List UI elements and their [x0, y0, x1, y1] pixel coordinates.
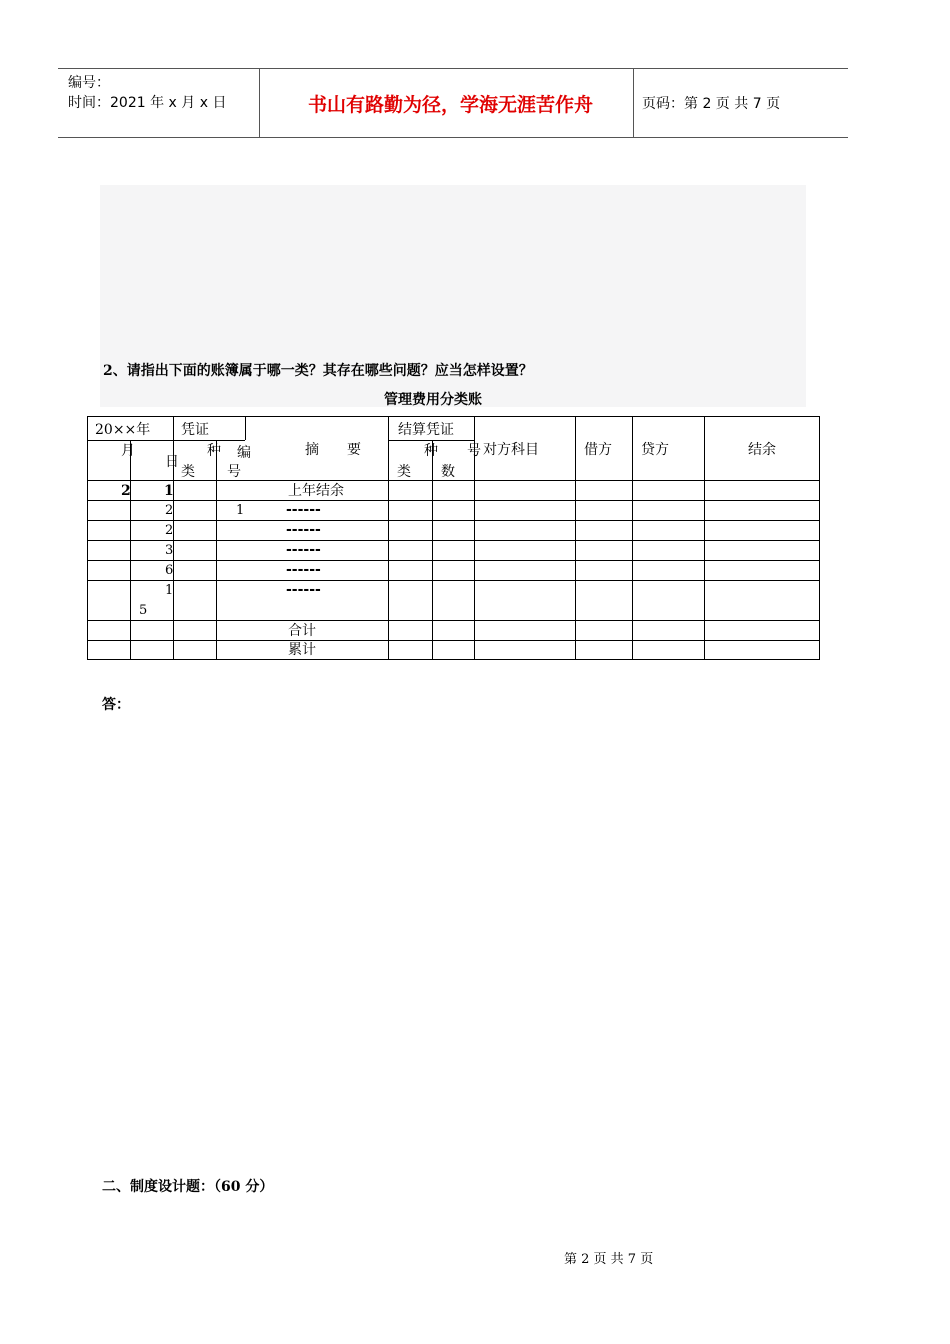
header-motto: 书山有路勤为径，学海无涯苦作舟 [307, 93, 593, 116]
header-settle-lei: 类 [397, 464, 411, 480]
header-divider [259, 69, 260, 137]
header-divider [633, 69, 634, 137]
page-footer: 第 2 页 共 7 页 [564, 1252, 654, 1267]
row-day: 1 [165, 583, 174, 598]
header-settle-zhong: 种 [424, 443, 438, 459]
row-summary-cumulative: 累计 [288, 642, 316, 658]
header-settle-shu: 数 [441, 464, 455, 480]
row-summary: ------ [286, 502, 321, 518]
header-summary: 摘 要 [305, 442, 361, 458]
header-bian: 编 [237, 445, 251, 461]
header-page-info: 页码：第 2 页 共 7 页 [642, 96, 781, 112]
row-day: 6 [165, 563, 174, 578]
row-summary: ------ [286, 522, 321, 538]
row-month: 2 [121, 483, 131, 499]
header-meta [68, 73, 226, 113]
row-day: 1 [164, 483, 174, 499]
table-grid [87, 416, 820, 660]
section-heading: 二、制度设计题：（60 分） [102, 1179, 274, 1195]
row-day: 2 [165, 503, 174, 518]
header-debit: 借方 [584, 442, 612, 458]
ledger-table [87, 416, 820, 660]
row-voucher-no: 1 [236, 503, 245, 518]
header-hao: 号 [227, 464, 241, 480]
header-voucher: 凭证 [181, 422, 209, 438]
header-zhong: 种 [207, 443, 221, 459]
header-balance: 结余 [748, 442, 776, 458]
time-label: 时间：2021 年 x 月 x 日 [68, 95, 227, 111]
code-label: 编号： [68, 75, 110, 91]
header-settle-voucher: 结算凭证 [398, 422, 454, 438]
header-month: 月 [121, 443, 135, 459]
page-header [58, 68, 848, 138]
ledger-title: 管理费用分类账 [384, 392, 482, 408]
row-summary: 上年结余 [288, 483, 344, 499]
header-day: 日 [165, 454, 179, 470]
row-day: 3 [165, 543, 174, 558]
header-lei: 类 [181, 464, 195, 480]
row-summary: ------ [286, 542, 321, 558]
question-text: 2、请指出下面的账簿属于哪一类？其存在哪些问题？应当怎样设置？ [103, 363, 533, 379]
header-year: 20××年 [95, 422, 151, 438]
header-settle-hao: 号 [467, 443, 481, 459]
row-summary: ------ [286, 562, 321, 578]
row-summary: ------ [286, 582, 321, 598]
row-summary-total: 合计 [288, 623, 316, 639]
header-credit: 贷方 [641, 442, 669, 458]
row-day-extra: 5 [139, 603, 148, 618]
row-day: 2 [165, 523, 174, 538]
answer-label: 答： [102, 697, 130, 713]
header-counter-account: 对方科目 [483, 442, 539, 458]
